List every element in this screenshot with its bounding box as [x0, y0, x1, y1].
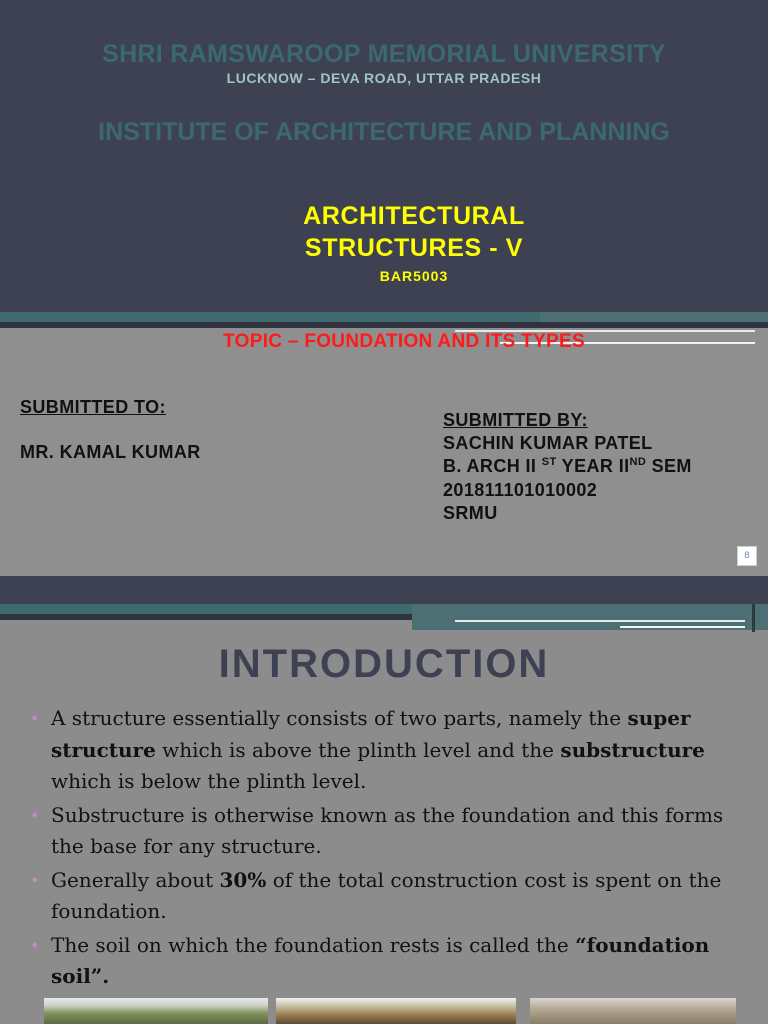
- submitted-by-name: SACHIN KUMAR PATEL: [443, 433, 653, 453]
- list-item: • Generally about 30% of the total construction cost is spent on the foundation.: [30, 865, 750, 928]
- university-location: LUCKNOW – DEVA ROAD, UTTAR PRADESH: [226, 70, 542, 86]
- bullet-icon: •: [30, 870, 40, 890]
- slide-title: INTRODUCTION: [218, 642, 550, 686]
- topic-heading: TOPIC – FOUNDATION AND ITS TYPES: [223, 331, 585, 352]
- bullet-icon: •: [30, 709, 40, 728]
- introduction-slide: [0, 576, 768, 1024]
- submitted-to-heading: SUBMITTED TO:: [20, 397, 166, 417]
- submitted-to-name: MR. KAMAL KUMAR: [20, 442, 201, 462]
- bullet-icon: •: [30, 935, 40, 955]
- white-accent-line: [620, 626, 745, 628]
- submitted-by-program: B. ARCH II $^{ST}$ YEAR IIND SEM: [443, 456, 692, 476]
- list-item: • Substructure is otherwise known as the foundation and this forms the base for any structure.: [30, 800, 750, 863]
- course-title-line2: STRUCTURES - V: [304, 234, 524, 262]
- submitted-by-heading: SUBMITTED BY:: [443, 410, 588, 430]
- course-title-line1: ARCHITECTURAL: [303, 202, 525, 230]
- university-name: SHRI RAMSWAROOP MEMORIAL UNIVERSITY: [102, 40, 666, 68]
- site-photo: [44, 998, 268, 1024]
- photo-strip: [44, 998, 744, 1024]
- construction-photo: [276, 998, 516, 1024]
- institute-name: INSTITUTE OF ARCHITECTURE AND PLANNING: [98, 118, 670, 146]
- teal-accent-bar: [0, 604, 412, 614]
- excavation-photo: [530, 998, 736, 1024]
- edge-accent: [752, 604, 755, 632]
- dark-divider-bar: [0, 614, 412, 620]
- white-accent-line: [455, 620, 745, 622]
- submitted-by-institution: SRMU: [443, 503, 498, 523]
- course-code: BAR5003: [379, 268, 449, 284]
- list-item: • The soil on which the foundation rests is called the “foundation soil”.: [30, 930, 750, 993]
- header-band: [0, 576, 768, 604]
- submitted-by-roll-number: 201811101010002: [443, 480, 598, 500]
- dark-divider-bar: [0, 322, 768, 328]
- teal-accent-bar: [0, 312, 540, 322]
- page-thumbnail-icon[interactable]: 8: [737, 546, 757, 566]
- bullet-list: [30, 703, 750, 995]
- bullet-icon: •: [30, 805, 40, 825]
- list-item: • A structure essentially consists of two parts, namely the super structure which is above the plinth level and the substructure which is below the plinth level.: [30, 703, 750, 798]
